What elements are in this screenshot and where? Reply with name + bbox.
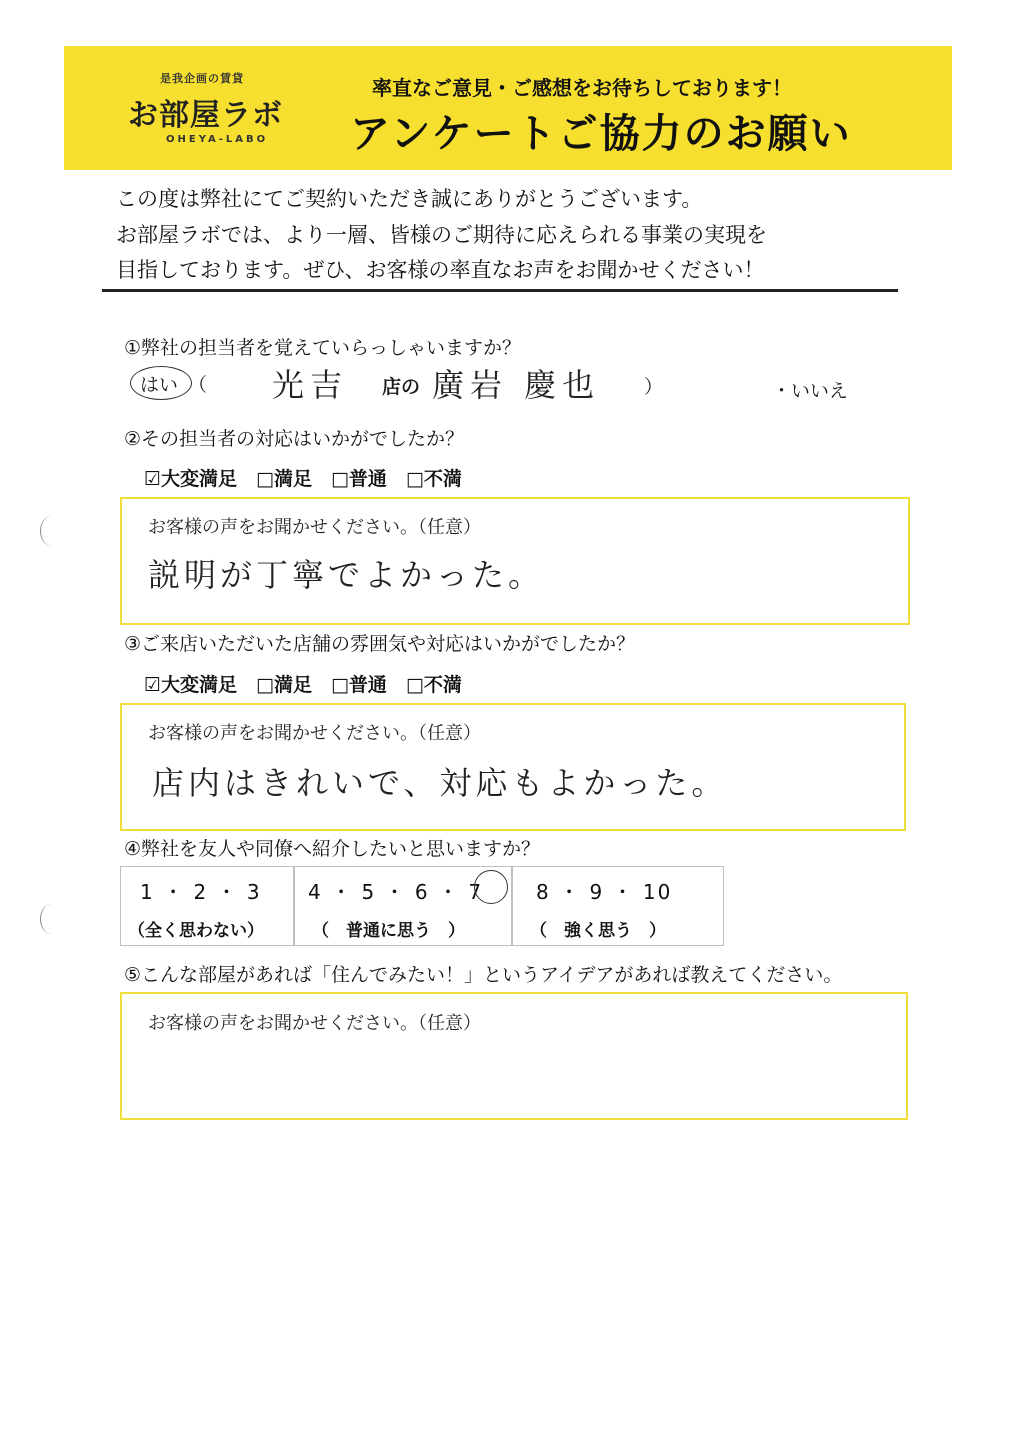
punch-hole-bottom bbox=[40, 904, 63, 934]
q1-question: ①弊社の担当者を覚えていらっしゃいますか？ bbox=[124, 337, 522, 359]
q1-no[interactable]: ・いいえ bbox=[772, 380, 849, 402]
divider bbox=[102, 289, 898, 292]
logo-roman: OHEYA-LABO bbox=[166, 134, 269, 145]
q3-question: ③ご来店いただいた店舗の雰囲気や対応はいかがでしたか？ bbox=[124, 633, 636, 655]
q1-paren-open: （ bbox=[188, 374, 208, 396]
q1-store-handwritten: 光吉 bbox=[272, 366, 349, 404]
q1-name-handwritten: 廣岩 慶也 bbox=[432, 366, 601, 404]
punch-hole-top bbox=[40, 516, 63, 546]
q2-comment-handwritten: 説明が丁寧でよかった。 bbox=[148, 556, 545, 594]
header-subtitle: 率直なご意見・ご感想をお待ちしております！ bbox=[372, 76, 792, 100]
scale-caption-high: （ 強く思う ） bbox=[530, 921, 666, 941]
page-title: アンケートご協力のお願い bbox=[350, 111, 852, 157]
intro-line-3: 目指しております。ぜひ、お客様の率直なお声をお聞かせください！ bbox=[116, 258, 765, 282]
intro-line-2: お部屋ラボでは、より一層、皆様のご期待に応えられる事業の実現を bbox=[116, 223, 767, 247]
scale-selected-circle bbox=[474, 870, 508, 904]
scale-nums-high[interactable]: 8 ・ 9 ・ 10 bbox=[536, 880, 673, 904]
scale-nums-mid[interactable]: 4 ・ 5 ・ 6 ・ 7 bbox=[308, 880, 484, 904]
intro-line-1: この度は弊社にてご契約いただき誠にありがとうございます。 bbox=[116, 187, 703, 211]
q2-comment-label: お客様の声をお聞かせください。（任意） bbox=[148, 517, 481, 538]
q5-question: ⑤こんな部屋があれば「住んでみたい！」というアイデアがあれば教えてください。 bbox=[124, 964, 843, 986]
logo-tagline: 是我企画の賃貸 bbox=[160, 72, 244, 85]
q4-question: ④弊社を友人や同僚へ紹介したいと思いますか？ bbox=[124, 838, 541, 860]
logo: お部屋ラボ bbox=[128, 98, 283, 133]
q1-paren-close: ） bbox=[644, 376, 664, 398]
q3-comment-label: お客様の声をお聞かせください。（任意） bbox=[148, 723, 481, 744]
q3-options[interactable]: ☑大変満足 □満足 □普通 □不満 bbox=[144, 674, 462, 696]
q2-question: ②その担当者の対応はいかがでしたか？ bbox=[124, 428, 465, 450]
q1-yes[interactable]: はい bbox=[140, 374, 179, 396]
scale-caption-mid: （ 普通に思う ） bbox=[312, 921, 465, 941]
q1-store-suffix: 店の bbox=[382, 376, 421, 398]
scale-caption-low: （全く思わない） bbox=[128, 921, 264, 941]
q5-comment-label: お客様の声をお聞かせください。（任意） bbox=[148, 1013, 481, 1034]
q3-comment-handwritten: 店内はきれいで、対応もよかった。 bbox=[152, 764, 728, 802]
scale-nums-low[interactable]: 1 ・ 2 ・ 3 bbox=[140, 880, 262, 904]
q2-options[interactable]: ☑大変満足 □満足 □普通 □不満 bbox=[144, 468, 462, 490]
